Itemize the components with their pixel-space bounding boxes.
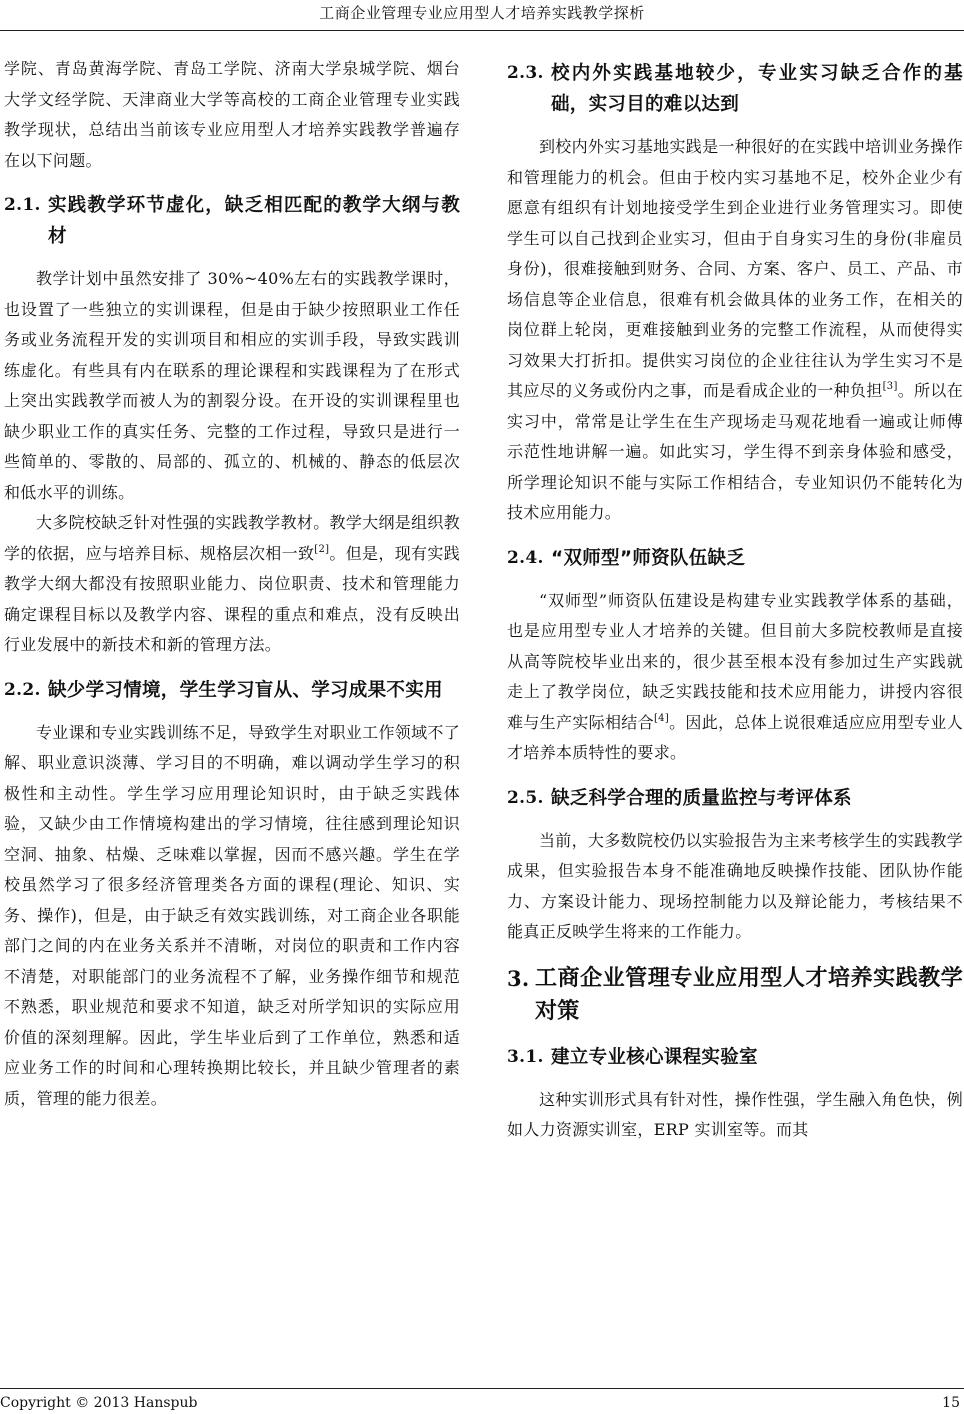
citation-ref: [4] [653,712,670,724]
paragraph-text: “双师型”师资队伍建设是构建专业实践教学体系的基础，也是应用型专业人才培养的关键。但目前大多院校教师是直接从高等院校毕业出来的，很少甚至根本没有参加过生产实践就走上了教学岗位，缺乏实践技能和技术应用能力，讲授内容很难与生产实际相结合 [507,590,963,732]
paragraph-text: 大多院校缺乏针对性强的实践教学教材。教学大纲是组织教学的依据，应与培养目标、规格层次相一致 [4,513,460,563]
section-heading-2-4 [507,543,963,574]
section-heading-2-5 [507,783,963,814]
paragraph-text: 。所以在实习中，常常是让学生在生产现场走马观花地看一遍或让师傅示范性地讲解一遍。如此实习，学生得不到亲身体验和感受，所学理论知识不能与实际工作相结合，专业知识仍不能转化为技术应用能力。 [507,381,963,522]
paragraph-text: 。因此，总体上说很难适应应用型专业人才培养本质特性的要求。 [507,712,964,762]
section-heading-2-2 [4,675,460,706]
paragraph: 这种实训形式具有针对性，操作性强，学生融入角色快，例如人力资源实训室，ERP 实训室等。而其 [507,1089,963,1139]
section-number: 2.2. [4,679,41,700]
paragraph [507,132,963,529]
paragraph-text: 。但是，现有实践教学大纲大都没有按照职业能力、岗位职责、技术和管理能力确定课程目标以及教学内容、课程的重点和难点，没有反映出行业发展中的新技术和新的管理方法。 [4,543,461,654]
footer-rule [0,1388,964,1389]
section-title: 建立专业核心课程实验室 [551,1046,758,1068]
running-header [0,0,964,31]
section-title: 缺乏科学合理的质量监控与考评体系 [551,787,852,809]
paragraph: 教学计划中虽然安排了 30%~40%左右的实践教学课时，也设置了一些独立的实训课程，但是由于缺少按照职业工作任务或业务流程开发的实训项目和相应的实训手段，导致实践训练虚化。有些具有内在联系的理论课程和实践课程为了在形式上突出实践教学而被人为的割裂分设。在开设的实训课程里也缺少职业工作的真实任务、完整的工作过程，导致只是进行一些简单的、零散的、局部的、孤立的、机械的、静态的低层次和低水平的训练。 [4,269,460,502]
section-title: 缺少学习情境，学生学习盲从、学习成果不实用 [48,679,443,701]
section-title: 校内外实践基地较少，专业实习缺乏合作的基础，实习目的难以达到 [551,63,963,115]
paragraph-intro-continued: 学院、青岛黄海学院、青岛工学院、济南大学泉城学院、烟台大学文经学院、天津商业大学等高校的工商企业管理专业实践教学现状，总结出当前该专业应用型人才培养实践教学普遍存在以下问题。 [4,59,460,170]
section-number: 2.4. [507,547,544,568]
paragraph [4,508,460,661]
section-heading-3-1 [507,1042,963,1073]
section-number: 3.1. [507,1046,544,1067]
citation-ref: [2] [314,543,330,555]
section-number: 3. [507,965,530,991]
section-number: 2.5. [507,787,544,808]
section-title: 实践教学环节虚化，缺乏相匹配的教学大纲与教材 [48,195,460,247]
section-title: 工商企业管理专业应用型人才培养实践教学对策 [535,965,963,1024]
paragraph: 专业课和专业实践训练不足，导致学生对职业工作领域不了解、职业意识淡薄、学习目的不明确，难以调动学生学习的积极性和主动性。学生学习应用理论知识时，由于缺乏实践体验，又缺少由工作情境构建出的学习情境，往往感到理论知识空洞、抽象、枯燥、乏味难以掌握，因而不感兴趣。学生在学校虽然学习了很多经济管理类各方面的课程(理论、知识、实务、操作)，但是，由于缺乏有效实践训练，对工商企业各职能部门之间的内在业务关系并不清晰，对岗位的职责和工作内容不清楚，对职能部门的业务流程不了解，业务操作细节和规范不熟悉，职业规范和要求不知道，缺乏对所学知识的实际应用价值的深刻理解。因此，学生毕业后到了工作单位，熟悉和适应业务工作的时间和心理转换期比较长，并且缺少管理者的素质，管理的能力很差。 [4,722,460,1108]
citation-ref: [3] [882,381,898,392]
journal-article-title: 工商企业管理专业应用型人才培养实践教学探析 [319,4,645,22]
paragraph [507,586,963,769]
section-number: 2.1. [4,195,41,215]
section-heading-2-1 [4,190,460,252]
section-number: 2.3. [507,63,544,83]
footer-copyright: Copyright © 2013 Hanspub [0,1395,198,1411]
paragraph: 当前，大多数院校仍以实验报告为主来考核学生的实践教学成果，但实验报告本身不能准确地反映操作技能、团队协作能力、方案设计能力、现场控制能力以及辩论能力，考核结果不能真正反映学生将来的工作能力。 [507,830,963,941]
section-heading-3 [507,962,963,1028]
page-number: 15 [942,1395,960,1411]
section-title: “双师型”师资队伍缺乏 [551,547,746,569]
paragraph-text: 到校内外实习基地实践是一种很好的在实践中培训业务操作和管理能力的机会。但由于校内实习基地不足，校外企业少有愿意有组织有计划地接受学生到企业进行业务管理实习。即使学生可以自己找到企业实习，但由于自身实习生的身份(非雇员身份)，很难接触到财务、合同、方案、客户、员工、产品、市场信息等企业信息，很难有机会做具体的业务工作，在相关的岗位群上轮岗，更难接触到业务的完整工作流程，从而使得实习效果大打折扣。提供实习岗位的企业往往认为学生实习不是其应尽的义务或份内之事，而是看成企业的一种负担 [507,137,963,400]
right-column [507,54,963,1146]
section-heading-2-3 [507,58,963,120]
left-column [4,54,460,1114]
